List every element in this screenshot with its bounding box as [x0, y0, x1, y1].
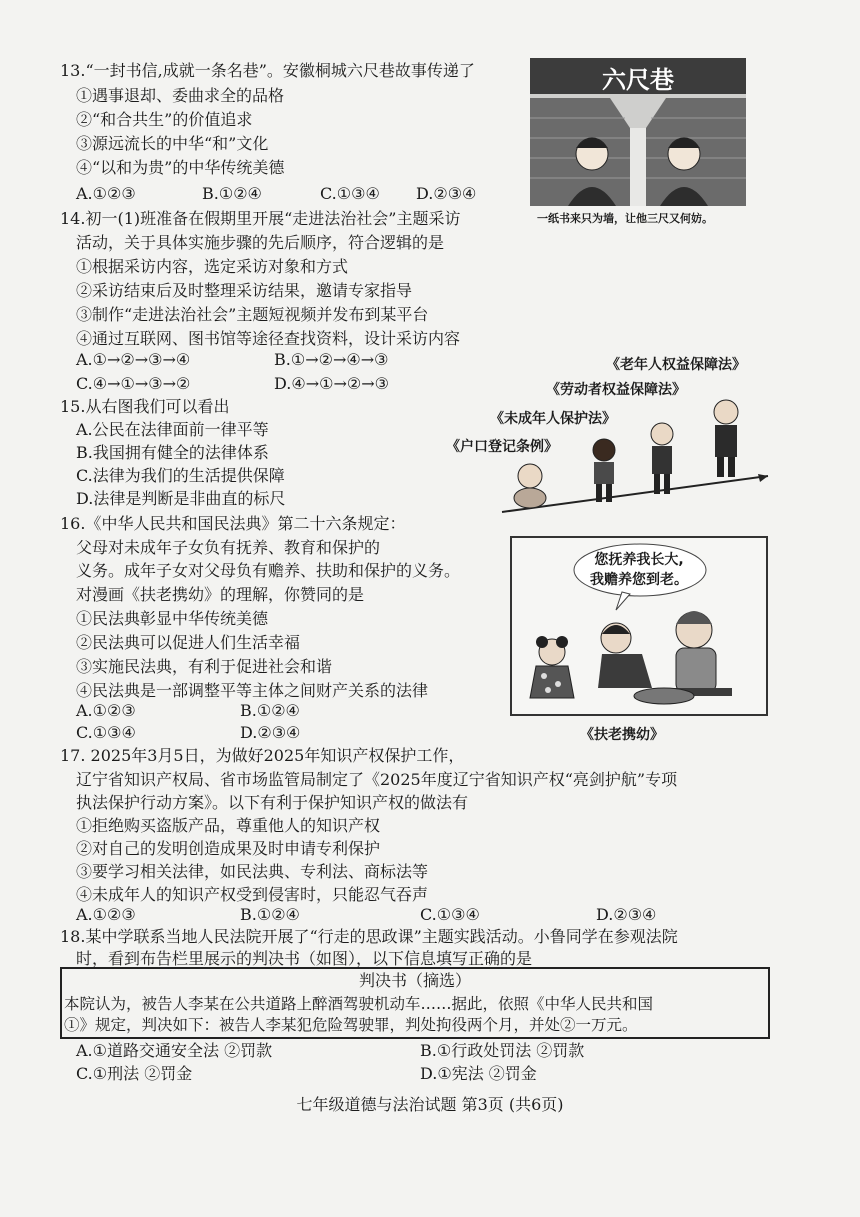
q13-option-3: ③源远流长的中华“和”文化	[76, 134, 269, 153]
q13-option-4: ④“以和为贵”的中华传统美德	[76, 158, 285, 177]
q13-option-2: ②“和合共生”的价值追求	[76, 110, 253, 129]
q17-stem-line3: 执法保护行动方案》。以下有利于保护知识产权的做法有	[76, 793, 469, 812]
q16-option-4: ④民法典是一部调整平等主体之间财产关系的法律	[76, 681, 429, 700]
q16-stem-line3: 义务。成年子女对父母负有赡养、扶助和保护的义务。	[76, 561, 461, 580]
q17-option-2: ②对自己的发明创造成果及时申请专利保护	[76, 839, 381, 858]
six-foot-alley-caption: 一纸书来只为墙，让他三尺又何妨。	[537, 212, 713, 225]
q13-choice-c: C.①③④	[320, 184, 380, 203]
six-foot-alley-illustration	[530, 58, 746, 206]
q15-option-a: A.公民在法律面前一律平等	[76, 420, 269, 439]
q16-choice-a: A.①②③	[76, 701, 136, 720]
q18-option-c: C.①刑法 ②罚金	[76, 1064, 193, 1083]
page-footer: 七年级道德与法治试题 第3页 (共6页)	[296, 1095, 564, 1114]
q18-stem-line2: 时，看到布告栏里展示的判决书（如图），以下信息填写正确的是	[76, 949, 533, 968]
q14-option-3: ③制作“走进法治社会”主题短视频并发布到某平台	[76, 305, 429, 324]
life-stages-illustration	[500, 388, 770, 518]
cartoon-speech-line2: 我赡养您到老。	[590, 572, 688, 588]
q15-stem: 15.从右图我们可以看出	[60, 397, 230, 416]
q16-choice-d: D.②③④	[240, 723, 301, 742]
q16-stem-line2: 父母对未成年子女负有抚养、教育和保护的	[76, 538, 381, 557]
q15-option-b: B.我国拥有健全的法律体系	[76, 443, 269, 462]
q18-option-b: B.①行政处罚法 ②罚款	[420, 1041, 585, 1060]
q18-stem-line1: 18.某中学联系当地人民法院开展了“行走的思政课”主题实践活动。小鲁同学在参观法院	[60, 927, 678, 946]
q14-option-2: ②采访结束后及时整理采访结果，邀请专家指导	[76, 281, 413, 300]
q16-stem-line1: 16.《中华人民共和国民法典》第二十六条规定：	[60, 514, 406, 533]
q17-choice-d: D.②③④	[596, 905, 657, 924]
q14-choice-d: D.④→①→②→③	[274, 374, 389, 393]
q16-option-3: ③实施民法典，有利于促进社会和谐	[76, 657, 333, 676]
law-label-household: 《户口登记条例》	[446, 439, 558, 455]
q15-option-c: C.法律为我们的生活提供保障	[76, 466, 285, 485]
q17-option-4: ④未成年人的知识产权受到侵害时，只能忍气吞声	[76, 885, 429, 904]
q17-choice-a: A.①②③	[76, 905, 136, 924]
cartoon-speech-line1: 您抚养我长大,	[594, 552, 684, 568]
q17-choice-b: B.①②④	[240, 905, 300, 924]
q16-option-1: ①民法典彰显中华传统美德	[76, 609, 269, 628]
cartoon-caption: 《扶老携幼》	[580, 727, 664, 743]
q13-choice-d: D.②③④	[416, 184, 477, 203]
q18-option-d: D.①宪法 ②罚金	[420, 1064, 537, 1083]
caring-elders-cartoon	[510, 536, 768, 716]
six-foot-alley-title: 六尺巷	[602, 66, 674, 94]
law-label-labor: 《劳动者权益保障法》	[546, 382, 686, 398]
q14-choice-b: B.①→②→④→③	[274, 350, 389, 369]
verdict-line2: ①》规定，判决如下：被告人李某犯危险驾驶罪，判处拘役两个月，并处②一万元。	[64, 1016, 638, 1034]
q17-choice-c: C.①③④	[420, 905, 480, 924]
q13-choice-a: A.①②③	[76, 184, 136, 203]
q14-stem-line2: 活动，关于具体实施步骤的先后顺序，符合逻辑的是	[76, 233, 445, 252]
q15-option-d: D.法律是判断是非曲直的标尺	[76, 489, 286, 508]
q14-choice-c: C.④→①→③→②	[76, 374, 191, 393]
q17-option-3: ③要学习相关法律，如民法典、专利法、商标法等	[76, 862, 429, 881]
verdict-title: 判决书（摘选）	[358, 971, 471, 990]
q14-choice-a: A.①→②→③→④	[76, 350, 191, 369]
q13-choice-b: B.①②④	[202, 184, 262, 203]
q17-stem-line2: 辽宁省知识产权局、省市场监管局制定了《2025年度辽宁省知识产权“亮剑护航”专项	[76, 770, 678, 789]
q16-choice-c: C.①③④	[76, 723, 136, 742]
q16-option-2: ②民法典可以促进人们生活幸福	[76, 633, 301, 652]
q14-option-4: ④通过互联网、图书馆等途径查找资料，设计采访内容	[76, 329, 461, 348]
q17-option-1: ①拒绝购买盗版产品，尊重他人的知识产权	[76, 816, 381, 835]
q16-choice-b: B.①②④	[240, 701, 300, 720]
law-label-minors: 《未成年人保护法》	[490, 411, 616, 427]
q14-stem-line1: 14.初一(1)班准备在假期里开展“走进法治社会”主题采访	[60, 209, 461, 228]
q13-stem: 13.“一封书信,成就一条名巷”。安徽桐城六尺巷故事传递了	[60, 61, 475, 80]
q17-stem-line1: 17. 2025年3月5日，为做好2025年知识产权保护工作，	[60, 746, 465, 765]
q18-option-a: A.①道路交通安全法 ②罚款	[76, 1041, 273, 1060]
q14-option-1: ①根据采访内容，选定采访对象和方式	[76, 257, 349, 276]
q13-option-1: ①遇事退却、委曲求全的品格	[76, 86, 285, 105]
verdict-line1: 本院认为，被告人李某在公共道路上醉酒驾驶机动车……据此，依照《中华人民共和国	[64, 995, 654, 1013]
q16-stem-line4: 对漫画《扶老携幼》的理解，你赞同的是	[76, 585, 365, 604]
law-label-elderly: 《老年人权益保障法》	[606, 357, 746, 373]
